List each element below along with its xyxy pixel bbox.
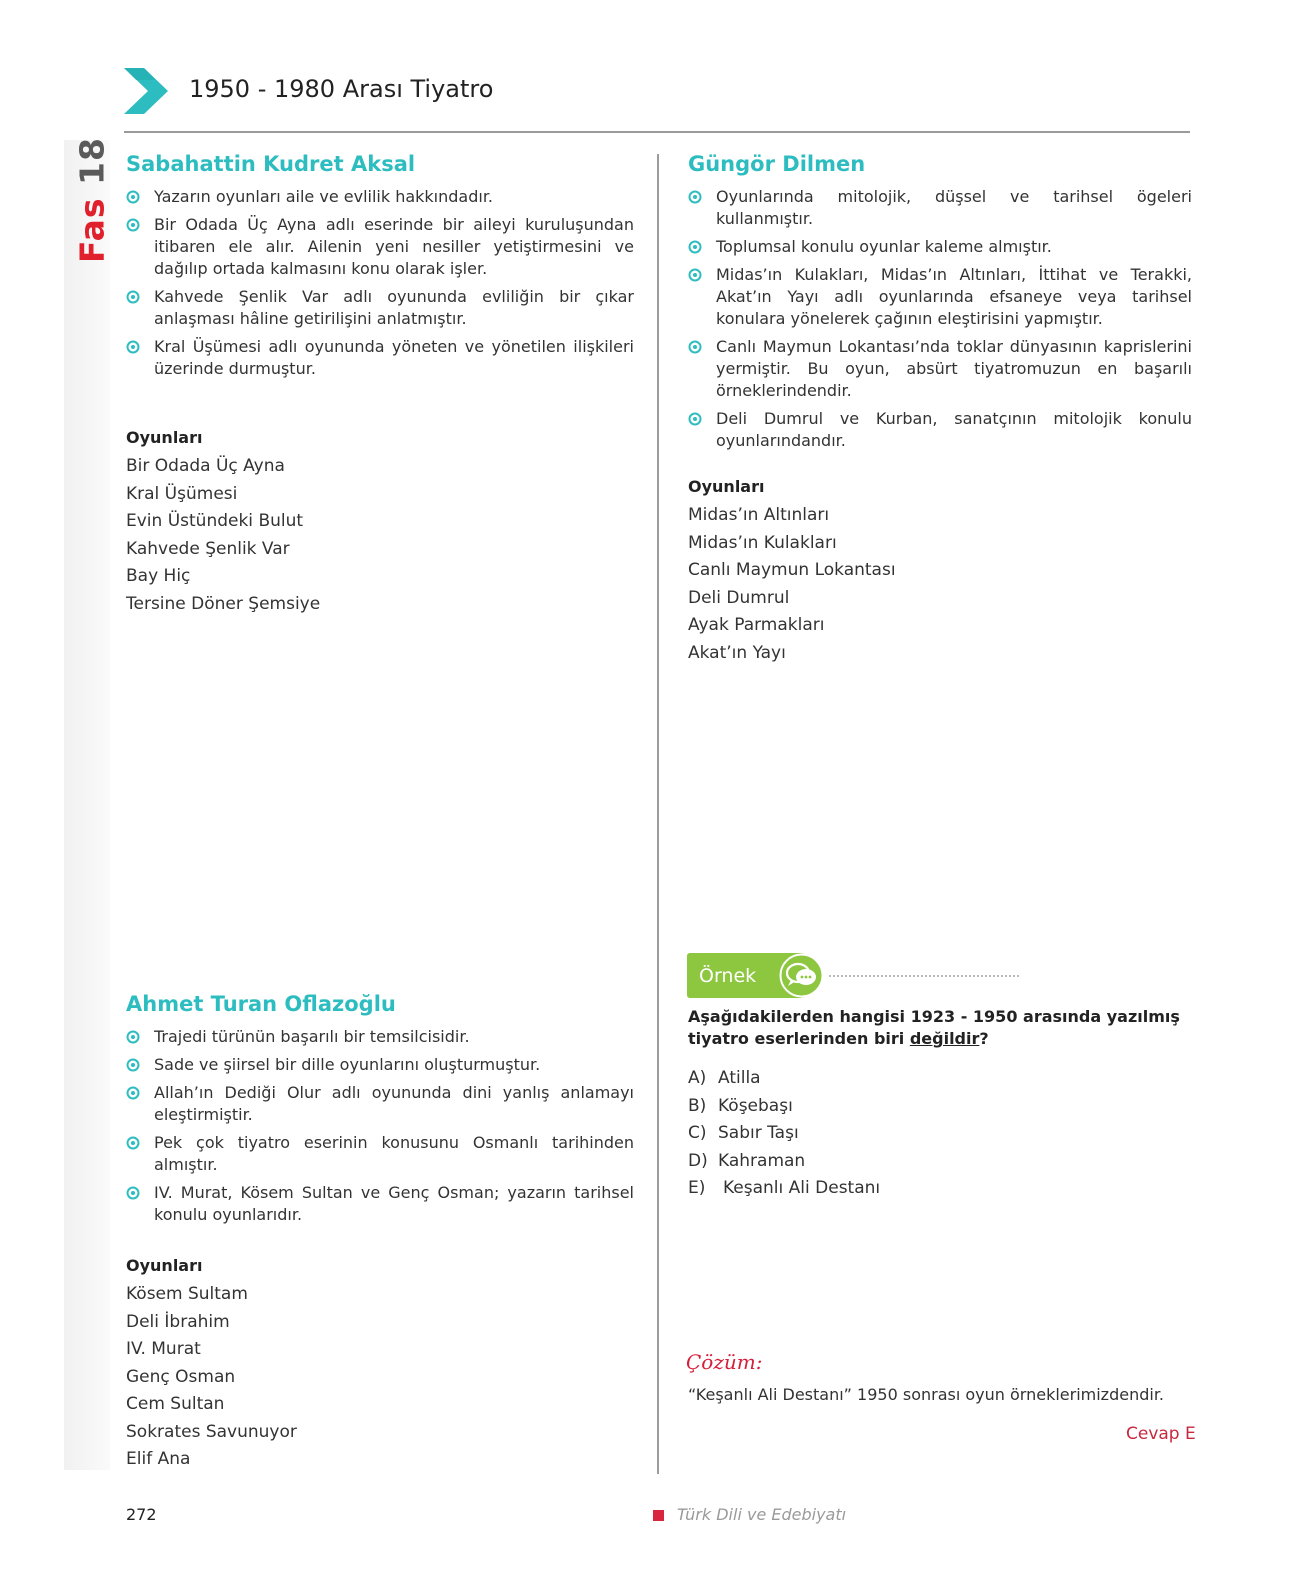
- plays-heading: Oyunları: [126, 1256, 203, 1275]
- left-sidebar-strip: [64, 140, 110, 1470]
- fasikul-label: Fas: [72, 197, 112, 263]
- option-letter: A): [688, 1068, 707, 1088]
- option-letter: D): [688, 1150, 708, 1171]
- bullet-item: [126, 286, 634, 330]
- bullet-item: [126, 1182, 634, 1226]
- play-item: Bir Odada Üç Ayna: [126, 456, 285, 476]
- chevron-right-icon: [124, 68, 168, 114]
- book-title: Türk Dili ve Edebiyatı: [677, 1505, 847, 1524]
- answer-label: Cevap E: [1126, 1424, 1196, 1444]
- play-item: Deli Dumrul: [688, 587, 790, 608]
- section-title: Sabahattin Kudret Aksal: [126, 152, 416, 176]
- target-bullet-icon: [126, 290, 140, 304]
- play-item: Kral Üşümesi: [126, 483, 238, 504]
- target-bullet-icon: [126, 1030, 140, 1044]
- target-bullet-icon: [688, 412, 702, 426]
- fasikul-number: 18: [72, 137, 112, 185]
- bullet-text: Deli Dumrul ve Kurban, sanatçının mitolojik konulu oyunlarındandır.: [716, 409, 1192, 450]
- play-item: Canlı Maymun Lokantası: [688, 560, 896, 580]
- play-item: Kösem Sultam: [126, 1284, 248, 1304]
- bullet-item: [688, 236, 1192, 258]
- option-e: [688, 1175, 880, 1203]
- solution-heading: Çözüm:: [686, 1350, 763, 1374]
- footer-square-icon: [653, 1510, 664, 1521]
- target-bullet-icon: [126, 190, 140, 204]
- play-item: Ayak Parmakları: [688, 615, 825, 635]
- question-text: [688, 1006, 1192, 1050]
- option-letter: B): [688, 1095, 707, 1116]
- bullet-item: [126, 1082, 634, 1126]
- example-label: Örnek: [699, 965, 757, 987]
- bullet-text: Kral Üşümesi adlı oyununda yöneten ve yönetilen ilişkileri üzerinde durmuştur.: [154, 337, 634, 378]
- plays-list: [688, 502, 1192, 667]
- dotted-leader: [829, 975, 1019, 977]
- play-item: Elif Ana: [126, 1449, 191, 1469]
- option-c: [688, 1120, 880, 1148]
- play-item: Kahvede Şenlik Var: [126, 538, 290, 559]
- plays-heading: Oyunları: [126, 428, 203, 447]
- answer-options: [688, 1065, 880, 1203]
- section-oflazoglu: [126, 990, 634, 1232]
- fasikul-marker: [73, 137, 112, 263]
- target-bullet-icon: [126, 1186, 140, 1200]
- question-part: Aşağıdakilerden hangisi 1923 - 1950 arasında yazılmış tiyatro eserlerinden biri: [688, 1007, 1180, 1048]
- target-bullet-icon: [688, 340, 702, 354]
- play-item: Midas’ın Altınları: [688, 505, 830, 525]
- option-text: Keşanlı Ali Destanı: [723, 1178, 881, 1198]
- header-divider: [124, 131, 1190, 133]
- bullet-item: [688, 408, 1192, 452]
- play-item: Deli İbrahim: [126, 1311, 230, 1332]
- target-bullet-icon: [126, 340, 140, 354]
- bullet-item: [126, 186, 634, 208]
- target-bullet-icon: [688, 190, 702, 204]
- page-title: 1950 - 1980 Arası Tiyatro: [189, 75, 494, 103]
- option-text: Köşebaşı: [718, 1095, 793, 1116]
- play-item: Bay Hiç: [126, 566, 191, 586]
- question-emphasis: değildir: [909, 1029, 980, 1048]
- option-a: [688, 1065, 880, 1093]
- section-title: Güngör Dilmen: [688, 152, 866, 176]
- option-text: Atilla: [718, 1068, 761, 1088]
- play-item: Tersine Döner Şemsiye: [126, 593, 321, 614]
- bullet-text: Pek çok tiyatro eserinin konusunu Osmanlı tarihinden almıştır.: [154, 1133, 634, 1174]
- bullet-item: [688, 186, 1192, 230]
- bullet-text: Sade ve şiirsel bir dille oyunlarını oluşturmuştur.: [154, 1055, 541, 1074]
- bullet-item: [688, 336, 1192, 402]
- plays-oflazoglu: [126, 1256, 634, 1474]
- option-text: Kahraman: [718, 1150, 806, 1171]
- plays-dilmen: [688, 477, 1192, 667]
- bullet-list: [688, 186, 1192, 452]
- page-number: 272: [126, 1505, 157, 1524]
- bullet-text: Midas’ın Kulakları, Midas’ın Altınları, İttihat ve Terakki, Akat’ın Yayı adlı oyunlarında efsaneye veya tarihsel konulara yönelerek çağının eleştirisini yapmıştır.: [716, 265, 1192, 328]
- bullet-text: Oyunlarında mitolojik, düşsel ve tarihsel ögeleri kullanmıştır.: [716, 187, 1192, 228]
- play-item: Genç Osman: [126, 1366, 236, 1387]
- speech-bubble-icon: [779, 953, 824, 998]
- bullet-item: [126, 336, 634, 380]
- bullet-item: [126, 1132, 634, 1176]
- bullet-text: Trajedi türünün başarılı bir temsilcisidir.: [154, 1027, 470, 1046]
- bullet-text: Canlı Maymun Lokantası’nda toklar dünyasının kaprislerini yermiştir. Bu oyun, absürt tiyatromuzun en başarılı örneklerindendir.: [716, 337, 1192, 400]
- bullet-item: [688, 264, 1192, 330]
- example-banner: [687, 953, 1017, 1001]
- target-bullet-icon: [126, 1086, 140, 1100]
- bullet-text: IV. Murat, Kösem Sultan ve Genç Osman; yazarın tarihsel konulu oyunlarıdır.: [154, 1183, 634, 1224]
- option-letter: C): [688, 1123, 707, 1143]
- section-dilmen: [688, 150, 1192, 458]
- plays-heading: Oyunları: [688, 477, 765, 496]
- column-divider: [657, 154, 659, 1474]
- option-text: Sabır Taşı: [718, 1123, 799, 1143]
- bullet-item: [126, 214, 634, 280]
- play-item: IV. Murat: [126, 1339, 201, 1359]
- play-item: Evin Üstündeki Bulut: [126, 511, 304, 531]
- question-end: ?: [979, 1029, 989, 1048]
- bullet-text: Yazarın oyunları aile ve evlilik hakkındadır.: [154, 187, 494, 206]
- bullet-item: [126, 1026, 634, 1048]
- play-item: Cem Sultan: [126, 1394, 225, 1414]
- section-title: Ahmet Turan Oflazoğlu: [126, 992, 396, 1016]
- option-b: [688, 1093, 880, 1121]
- play-item: Sokrates Savunuyor: [126, 1421, 297, 1442]
- play-item: Midas’ın Kulakları: [688, 532, 837, 553]
- plays-list: [126, 1281, 634, 1474]
- target-bullet-icon: [126, 1136, 140, 1150]
- plays-aksal: [126, 428, 634, 618]
- bullet-list: [126, 1026, 634, 1226]
- play-item: Akat’ın Yayı: [688, 642, 786, 663]
- target-bullet-icon: [126, 1058, 140, 1072]
- bullet-text: Kahvede Şenlik Var adlı oyununda evliliğin bir çıkar anlaşması hâline getirilişini anlatmıştır.: [154, 287, 634, 328]
- target-bullet-icon: [688, 240, 702, 254]
- bullet-list: [126, 186, 634, 380]
- target-bullet-icon: [126, 218, 140, 232]
- solution-text: “Keşanlı Ali Destanı” 1950 sonrası oyun örneklerimizdendir.: [688, 1385, 1165, 1404]
- section-aksal: [126, 150, 634, 386]
- target-bullet-icon: [688, 268, 702, 282]
- bullet-text: Bir Odada Üç Ayna adlı eserinde bir aileyi kuruluşundan itibaren ele alır. Ailenin yeni nesiller yetiştirmesini ve dağılıp ortada kalmasını konu olarak işler.: [154, 215, 634, 278]
- option-d: [688, 1148, 880, 1176]
- bullet-text: Allah’ın Dediği Olur adlı oyununda dini yanlış anlamayı eleştirmiştir.: [154, 1083, 634, 1124]
- bullet-item: [126, 1054, 634, 1076]
- plays-list: [126, 453, 634, 618]
- bullet-text: Toplumsal konulu oyunlar kaleme almıştır.: [716, 237, 1052, 256]
- option-letter: E): [688, 1178, 706, 1198]
